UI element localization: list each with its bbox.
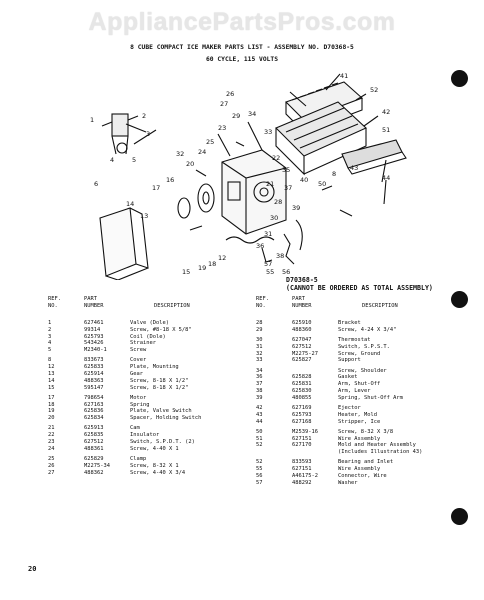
- part-number: 627512: [292, 343, 312, 350]
- part-description: Plate, Mounting: [130, 364, 179, 371]
- part-number: 625914: [84, 370, 104, 377]
- part-number: 627169: [292, 404, 312, 411]
- svg-text:34: 34: [248, 110, 257, 118]
- part-row: [256, 344, 456, 351]
- part-number: 625835: [84, 432, 104, 439]
- part-row: [256, 480, 456, 487]
- part-number: 627163: [84, 401, 104, 408]
- part-row: [256, 351, 456, 358]
- svg-text:29: 29: [232, 112, 241, 120]
- part-row: [256, 405, 456, 412]
- part-description: Spring, Shut-Off Arm: [338, 394, 403, 401]
- part-description: Connector, Wire: [338, 472, 387, 479]
- part-number: A46175-2: [292, 472, 318, 479]
- part-row: [48, 463, 244, 470]
- part-row: [256, 368, 456, 375]
- part-number: 625831: [292, 381, 312, 388]
- part-row: [48, 425, 244, 432]
- part-ref: 19: [48, 408, 55, 415]
- part-number: 627047: [292, 336, 312, 343]
- part-number: 625829: [84, 455, 104, 462]
- part-description: Bearing and Inlet: [338, 459, 394, 466]
- part-row: [48, 340, 244, 347]
- part-row: [256, 381, 456, 388]
- part-row: [48, 385, 244, 392]
- header-no: NO.: [48, 302, 58, 309]
- part-ref: 31: [256, 343, 263, 350]
- svg-text:24: 24: [198, 148, 207, 156]
- part-number: 627170: [292, 442, 312, 449]
- part-description: Screw, 4-40 X 1: [130, 445, 179, 452]
- part-number: 833673: [84, 357, 104, 364]
- part-description: Mold and Heater Assembly: [338, 442, 416, 449]
- part-row: [48, 347, 244, 354]
- svg-text:52: 52: [370, 86, 379, 94]
- svg-text:17: 17: [152, 184, 161, 192]
- part-row: [256, 466, 456, 473]
- part-number: 625793: [84, 333, 104, 340]
- part-row: [256, 357, 456, 364]
- part-description: Screw: [130, 347, 147, 354]
- exploded-parts-diagram: [86, 70, 408, 280]
- svg-text:6: 6: [94, 180, 99, 188]
- punch-hole: [451, 70, 468, 87]
- part-number: 627151: [292, 435, 312, 442]
- svg-text:55: 55: [266, 268, 275, 276]
- part-number: 625833: [84, 364, 104, 371]
- part-description: Insulator: [130, 432, 160, 439]
- part-row: [48, 371, 244, 378]
- right-table-header: [256, 296, 398, 310]
- part-number: 627512: [84, 438, 104, 445]
- part-row: [48, 402, 244, 409]
- part-description: Stripper, Ice: [338, 418, 381, 425]
- svg-text:25: 25: [206, 138, 215, 146]
- svg-text:51: 51: [382, 126, 391, 134]
- part-row: [48, 456, 244, 463]
- part-row: [48, 439, 244, 446]
- part-row: [256, 473, 456, 480]
- part-ref: 3: [48, 333, 52, 340]
- svg-text:31: 31: [264, 230, 273, 238]
- svg-text:57: 57: [264, 260, 273, 268]
- part-description: Screw, 8-32 X 3/8: [338, 428, 394, 435]
- part-row: [256, 459, 456, 466]
- svg-text:38: 38: [276, 252, 285, 260]
- svg-text:18: 18: [208, 260, 217, 268]
- part-number: 833593: [292, 459, 312, 466]
- part-number: 488362: [84, 469, 104, 476]
- part-ref: 29: [256, 326, 263, 333]
- part-number: 625830: [292, 387, 312, 394]
- part-ref: 17: [48, 394, 55, 401]
- part-number: 627168: [292, 418, 312, 425]
- svg-text:41: 41: [340, 72, 349, 80]
- part-ref: 21: [48, 425, 55, 432]
- header-no: NO.: [256, 302, 266, 309]
- part-description: Valve (Dole): [130, 320, 169, 326]
- svg-text:3: 3: [146, 130, 151, 138]
- part-ref: 42: [256, 404, 263, 411]
- part-ref: 4: [48, 340, 52, 347]
- part-ref: 24: [48, 445, 55, 452]
- part-description: Spacer, Holding Switch: [130, 415, 202, 422]
- part-description: Heater, Mold: [338, 411, 377, 418]
- part-ref: 18: [48, 401, 55, 408]
- assembly-code: D70368-5: [286, 276, 318, 284]
- page-subtitle: 60 CYCLE, 115 VOLTS: [205, 56, 279, 63]
- part-ref: 12: [48, 364, 55, 371]
- svg-text:20: 20: [186, 160, 195, 168]
- part-description: Switch, S.P.D.T. (2): [130, 438, 195, 445]
- svg-text:12: 12: [218, 254, 227, 262]
- part-description: Cam: [130, 425, 140, 432]
- part-number: 625828: [292, 374, 312, 381]
- svg-text:50: 50: [318, 180, 327, 188]
- part-ref: 50: [256, 428, 263, 435]
- svg-text:19: 19: [198, 264, 207, 272]
- part-ref: 57: [256, 479, 263, 486]
- part-ref: 33: [256, 357, 263, 364]
- watermark: AppliancePartsPros.com: [88, 8, 396, 36]
- part-description: Screw, 4-24 X 3/4": [338, 326, 397, 333]
- part-ref: 8: [48, 357, 52, 364]
- svg-text:33: 33: [264, 128, 273, 136]
- part-ref: 25: [48, 455, 55, 462]
- part-ref: 44: [256, 418, 263, 425]
- part-description: Screw, 4-40 X 3/4: [130, 469, 186, 476]
- part-description: Gear: [130, 370, 143, 377]
- page-title: 8 CUBE COMPACT ICE MAKER PARTS LIST - ASSEMBLY NO. D70368-5: [130, 44, 354, 51]
- part-ref: 20: [48, 415, 55, 422]
- assembly-header: [286, 276, 433, 292]
- part-description: Switch, S.P.S.T.: [338, 343, 390, 350]
- part-number: 625910: [292, 320, 312, 326]
- punch-hole: [451, 508, 468, 525]
- part-description: Gasket: [338, 374, 358, 381]
- part-number: 99314: [84, 326, 101, 333]
- part-row: [48, 378, 244, 385]
- part-row: [48, 470, 244, 477]
- part-ref: 52: [256, 459, 263, 466]
- part-number: 488361: [84, 445, 104, 452]
- part-row: [256, 395, 456, 402]
- svg-text:21: 21: [266, 180, 275, 188]
- part-number: 625827: [292, 357, 312, 364]
- part-ref: 28: [256, 320, 263, 326]
- part-row: [256, 320, 456, 327]
- svg-text:27: 27: [220, 100, 229, 108]
- part-ref: 32: [256, 350, 263, 357]
- part-number: 625836: [84, 408, 104, 415]
- part-number: M2275-27: [292, 350, 318, 357]
- part-number: 625793: [292, 411, 312, 418]
- part-number: 488363: [84, 377, 104, 384]
- svg-text:43: 43: [350, 164, 359, 172]
- svg-text:2: 2: [142, 112, 147, 120]
- header-ref: REF.: [48, 296, 61, 302]
- svg-text:13: 13: [140, 212, 149, 220]
- part-row: [256, 449, 456, 456]
- part-row: [256, 374, 456, 381]
- part-number: 627151: [292, 466, 312, 473]
- part-number: [292, 449, 338, 456]
- part-row: [48, 364, 244, 371]
- header-part: PART: [84, 296, 97, 302]
- part-row: [256, 327, 456, 334]
- part-row: [48, 415, 244, 422]
- svg-text:26: 26: [226, 90, 235, 98]
- left-table-header: [48, 296, 190, 310]
- part-description: Screw, Ground: [338, 350, 381, 357]
- part-ref: 55: [256, 466, 263, 473]
- part-row: [48, 432, 244, 439]
- part-ref: [256, 449, 292, 456]
- part-description: Wire Assembly: [338, 435, 381, 442]
- part-row: [256, 337, 456, 344]
- svg-text:40: 40: [300, 176, 309, 184]
- part-description: Plate, Valve Switch: [130, 408, 192, 415]
- svg-text:44: 44: [382, 174, 391, 182]
- part-description: Arm, Shut-Off: [338, 381, 381, 388]
- punch-hole: [451, 291, 468, 308]
- part-ref: 39: [256, 394, 263, 401]
- part-description: Wire Assembly: [338, 466, 381, 473]
- svg-text:14: 14: [126, 200, 135, 208]
- part-ref: 56: [256, 472, 263, 479]
- part-number: 625913: [84, 425, 104, 432]
- header-number: NUMBER: [292, 302, 312, 309]
- svg-text:22: 22: [272, 154, 281, 162]
- part-ref: 1: [48, 320, 52, 326]
- part-description: Screw, 8-18 X 1/2": [130, 384, 189, 391]
- part-row: [256, 412, 456, 419]
- part-description: Screw, 8-18 X 1/2": [130, 377, 189, 384]
- part-row: [256, 436, 456, 443]
- part-description: Screw, 8-32 X 1: [130, 462, 179, 469]
- svg-text:42: 42: [382, 108, 391, 116]
- svg-text:56: 56: [282, 268, 291, 276]
- part-description: Screw, #8-18 X 5/8": [130, 326, 192, 333]
- part-row: [48, 357, 244, 364]
- part-ref: 51: [256, 435, 263, 442]
- part-row: [48, 446, 244, 453]
- svg-text:32: 32: [176, 150, 185, 158]
- part-ref: 36: [256, 374, 263, 381]
- part-ref: 30: [256, 336, 263, 343]
- svg-text:37: 37: [284, 184, 293, 192]
- part-description: Coil (Dole): [130, 333, 166, 340]
- part-number: 480855: [292, 394, 312, 401]
- part-number: M2275-34: [84, 462, 110, 469]
- part-description: Bracket: [338, 320, 361, 326]
- part-description: Screw, Shoulder: [338, 367, 387, 374]
- svg-text:35: 35: [282, 166, 291, 174]
- svg-text:39: 39: [292, 204, 301, 212]
- part-ref: 15: [48, 384, 55, 391]
- part-number: [292, 368, 338, 375]
- part-row: [256, 419, 456, 426]
- header-description: DESCRIPTION: [154, 302, 190, 309]
- part-description: Ejector: [338, 404, 361, 411]
- page-number: 20: [28, 565, 37, 573]
- part-number: 488292: [292, 479, 312, 486]
- part-ref: 23: [48, 438, 55, 445]
- svg-text:16: 16: [166, 176, 175, 184]
- assembly-note: (CANNOT BE ORDERED AS TOTAL ASSEMBLY): [286, 284, 433, 293]
- svg-text:4: 4: [110, 156, 115, 164]
- part-ref: 14: [48, 377, 55, 384]
- header-number: NUMBER: [84, 302, 104, 309]
- part-description: Motor: [130, 394, 147, 401]
- part-description: (Includes Illustration 43): [338, 449, 423, 456]
- svg-text:30: 30: [270, 214, 279, 222]
- part-ref: 13: [48, 370, 55, 377]
- header-ref: REF.: [256, 296, 269, 302]
- part-description: Spring: [130, 401, 150, 408]
- part-number: M2539-16: [292, 428, 318, 435]
- part-ref: 34: [256, 367, 263, 374]
- part-number: 625834: [84, 415, 104, 422]
- part-description: Clamp: [130, 455, 147, 462]
- part-row: [256, 429, 456, 436]
- part-row: [48, 334, 244, 341]
- part-description: Support: [338, 357, 361, 364]
- part-description: Washer: [338, 479, 358, 486]
- header-part: PART: [292, 296, 305, 302]
- part-number: 595147: [84, 384, 104, 391]
- svg-text:8: 8: [332, 170, 337, 178]
- part-description: Arm, Lever: [338, 387, 371, 394]
- part-number: 488360: [292, 326, 312, 333]
- part-number: M2340-1: [84, 347, 107, 354]
- part-ref: 43: [256, 411, 263, 418]
- parts-list-right: [256, 320, 456, 486]
- part-ref: 26: [48, 462, 55, 469]
- part-row: [48, 395, 244, 402]
- part-ref: 38: [256, 387, 263, 394]
- part-number: 798654: [84, 394, 104, 401]
- part-ref: 27: [48, 469, 55, 476]
- parts-list-left: [48, 320, 244, 476]
- part-ref: 2: [48, 326, 52, 333]
- part-ref: 22: [48, 432, 55, 439]
- part-ref: 5: [48, 347, 52, 354]
- part-description: Strainer: [130, 340, 156, 347]
- svg-text:1: 1: [90, 116, 95, 124]
- part-ref: 37: [256, 381, 263, 388]
- svg-text:36: 36: [256, 242, 265, 250]
- part-row: [48, 320, 244, 327]
- part-description: Thermostat: [338, 336, 371, 343]
- svg-text:28: 28: [274, 198, 283, 206]
- part-ref: 52: [256, 442, 263, 449]
- part-row: [256, 442, 456, 449]
- svg-text:15: 15: [182, 268, 191, 276]
- svg-text:23: 23: [218, 124, 227, 132]
- svg-text:5: 5: [132, 156, 137, 164]
- part-number: 627461: [84, 320, 104, 326]
- part-row: [256, 388, 456, 395]
- part-row: [48, 408, 244, 415]
- part-number: 543426: [84, 340, 104, 347]
- part-row: [48, 327, 244, 334]
- header-description: DESCRIPTION: [362, 302, 398, 309]
- part-description: Cover: [130, 357, 147, 364]
